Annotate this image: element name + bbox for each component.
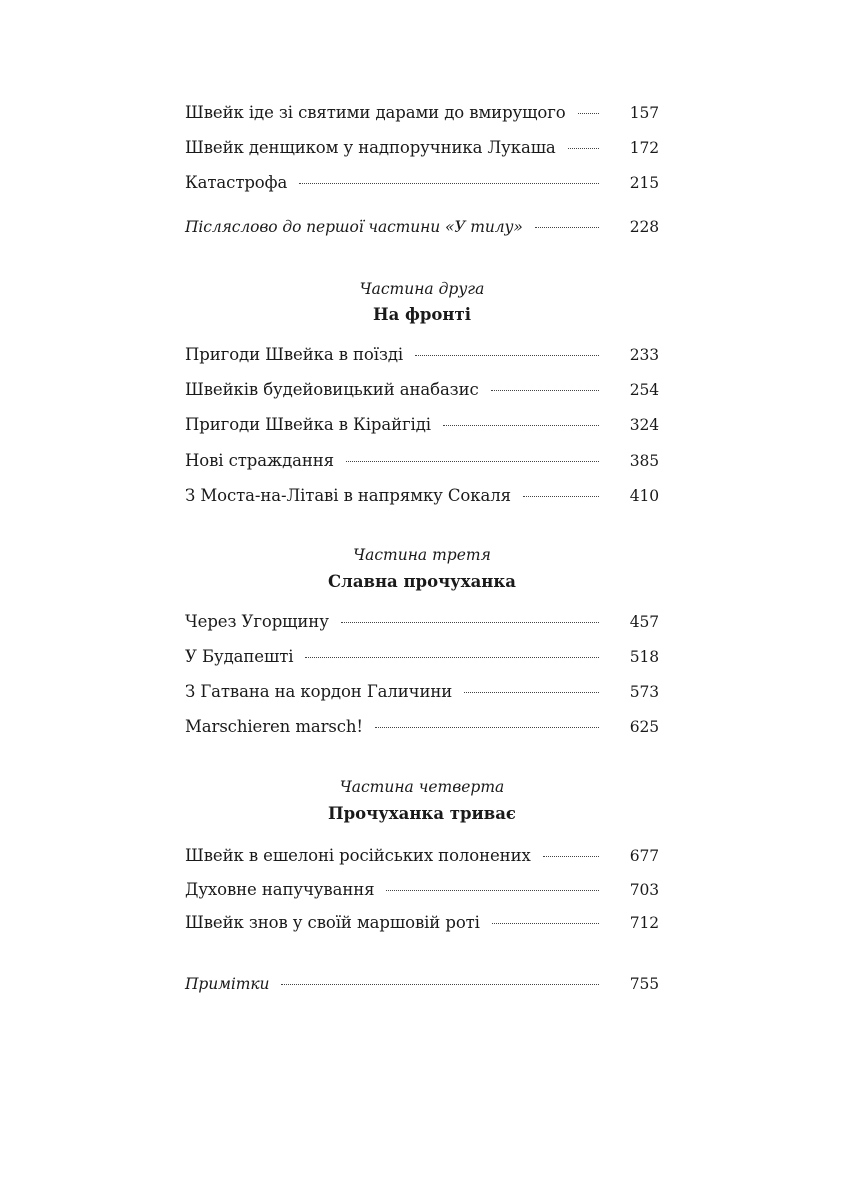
- toc-entry-page: 228: [629, 218, 659, 236]
- dot-leader: [492, 923, 599, 924]
- toc-entry: [185, 677, 659, 707]
- toc-entry: [185, 98, 659, 128]
- dot-leader: [578, 113, 599, 114]
- toc-entry-title: У Будапешті: [185, 647, 294, 666]
- dot-leader: [523, 496, 599, 497]
- toc-entry-title: З Моста-на-Літаві в напрямку Сокаля: [185, 486, 511, 505]
- dot-leader: [415, 355, 599, 356]
- toc-entry: [185, 446, 659, 476]
- part-label: Частина третя: [353, 546, 491, 564]
- dot-leader: [281, 984, 599, 985]
- dot-leader: [375, 727, 599, 728]
- toc-entry-page: 703: [629, 881, 659, 899]
- toc-entry: [185, 410, 659, 440]
- toc-entry-page: 755: [629, 975, 659, 993]
- toc-entry-title: З Гатвана на кордон Галичини: [185, 682, 453, 701]
- toc-entry: [185, 841, 659, 871]
- part-title: Прочуханка триває: [328, 804, 516, 823]
- toc-entry-page: 172: [629, 139, 659, 157]
- toc-entry-title: Швейк денщиком у надпоручника Лукаша: [185, 138, 556, 157]
- toc-entry: [185, 481, 659, 511]
- toc-entry-title: Пригоди Швейка в Кірайгіді: [185, 415, 431, 434]
- toc-entry: [185, 908, 659, 938]
- part-label: Частина четверта: [339, 778, 505, 796]
- toc-entry-title: Швейків будейовицький анабазис: [185, 380, 479, 399]
- toc-entry-page: 233: [629, 346, 659, 364]
- toc-entry: [185, 607, 659, 637]
- toc-entry-title: Через Угорщину: [185, 612, 329, 631]
- dot-leader: [299, 183, 599, 184]
- toc-entry-page: 573: [629, 683, 659, 701]
- dot-leader: [491, 390, 599, 391]
- toc-entry-notes: [185, 969, 659, 999]
- toc-entry-title: Marschieren marsch!: [185, 717, 363, 736]
- toc-entry: [185, 375, 659, 405]
- dot-leader: [346, 461, 599, 462]
- dot-leader: [341, 622, 599, 623]
- toc-entry-page: 625: [629, 718, 659, 736]
- toc-entry-title: Пригоди Швейка в поїзді: [185, 345, 404, 364]
- dot-leader: [386, 890, 599, 891]
- part-title: Славна прочуханка: [328, 572, 516, 591]
- toc-entry-title: Духовне напучування: [185, 880, 375, 899]
- toc-entry-afterword: [185, 212, 659, 242]
- toc-entry-page: 324: [629, 416, 659, 434]
- toc-entry-page: 157: [629, 104, 659, 122]
- toc-entry-page: 518: [629, 648, 659, 666]
- toc-entry-page: 385: [629, 452, 659, 470]
- toc-entry-page: 254: [629, 381, 659, 399]
- toc-entry-title: Швейк іде зі святими дарами до вмирущого: [185, 103, 566, 122]
- toc-entry-title: Катастрофа: [185, 173, 288, 192]
- toc-entry: [185, 642, 659, 672]
- dot-leader: [305, 657, 599, 658]
- dot-leader: [543, 856, 599, 857]
- toc-entry-page: 712: [629, 914, 659, 932]
- toc-entry-page: 677: [629, 847, 659, 865]
- toc-entry-page: 215: [629, 174, 659, 192]
- dot-leader: [443, 425, 599, 426]
- toc-entry-title: Швейк в ешелоні російських полонених: [185, 846, 531, 865]
- part-label: Частина друга: [359, 280, 485, 298]
- toc-entry: [185, 712, 659, 742]
- toc-entry-title: Нові страждання: [185, 451, 334, 470]
- toc-entry: [185, 340, 659, 370]
- toc-entry-title: Примітки: [185, 975, 270, 993]
- toc-entry: [185, 168, 659, 198]
- dot-leader: [568, 148, 599, 149]
- dot-leader: [464, 692, 599, 693]
- toc-entry-page: 457: [629, 613, 659, 631]
- toc-entry: [185, 875, 659, 905]
- toc-entry-title: Післяслово до першої частини «У тилу»: [185, 218, 523, 236]
- part-title: На фронті: [372, 305, 472, 324]
- dot-leader: [535, 227, 599, 228]
- toc-entry-title: Швейк знов у своїй маршовій роті: [185, 913, 480, 932]
- toc-entry-page: 410: [629, 487, 659, 505]
- toc-entry: [185, 133, 659, 163]
